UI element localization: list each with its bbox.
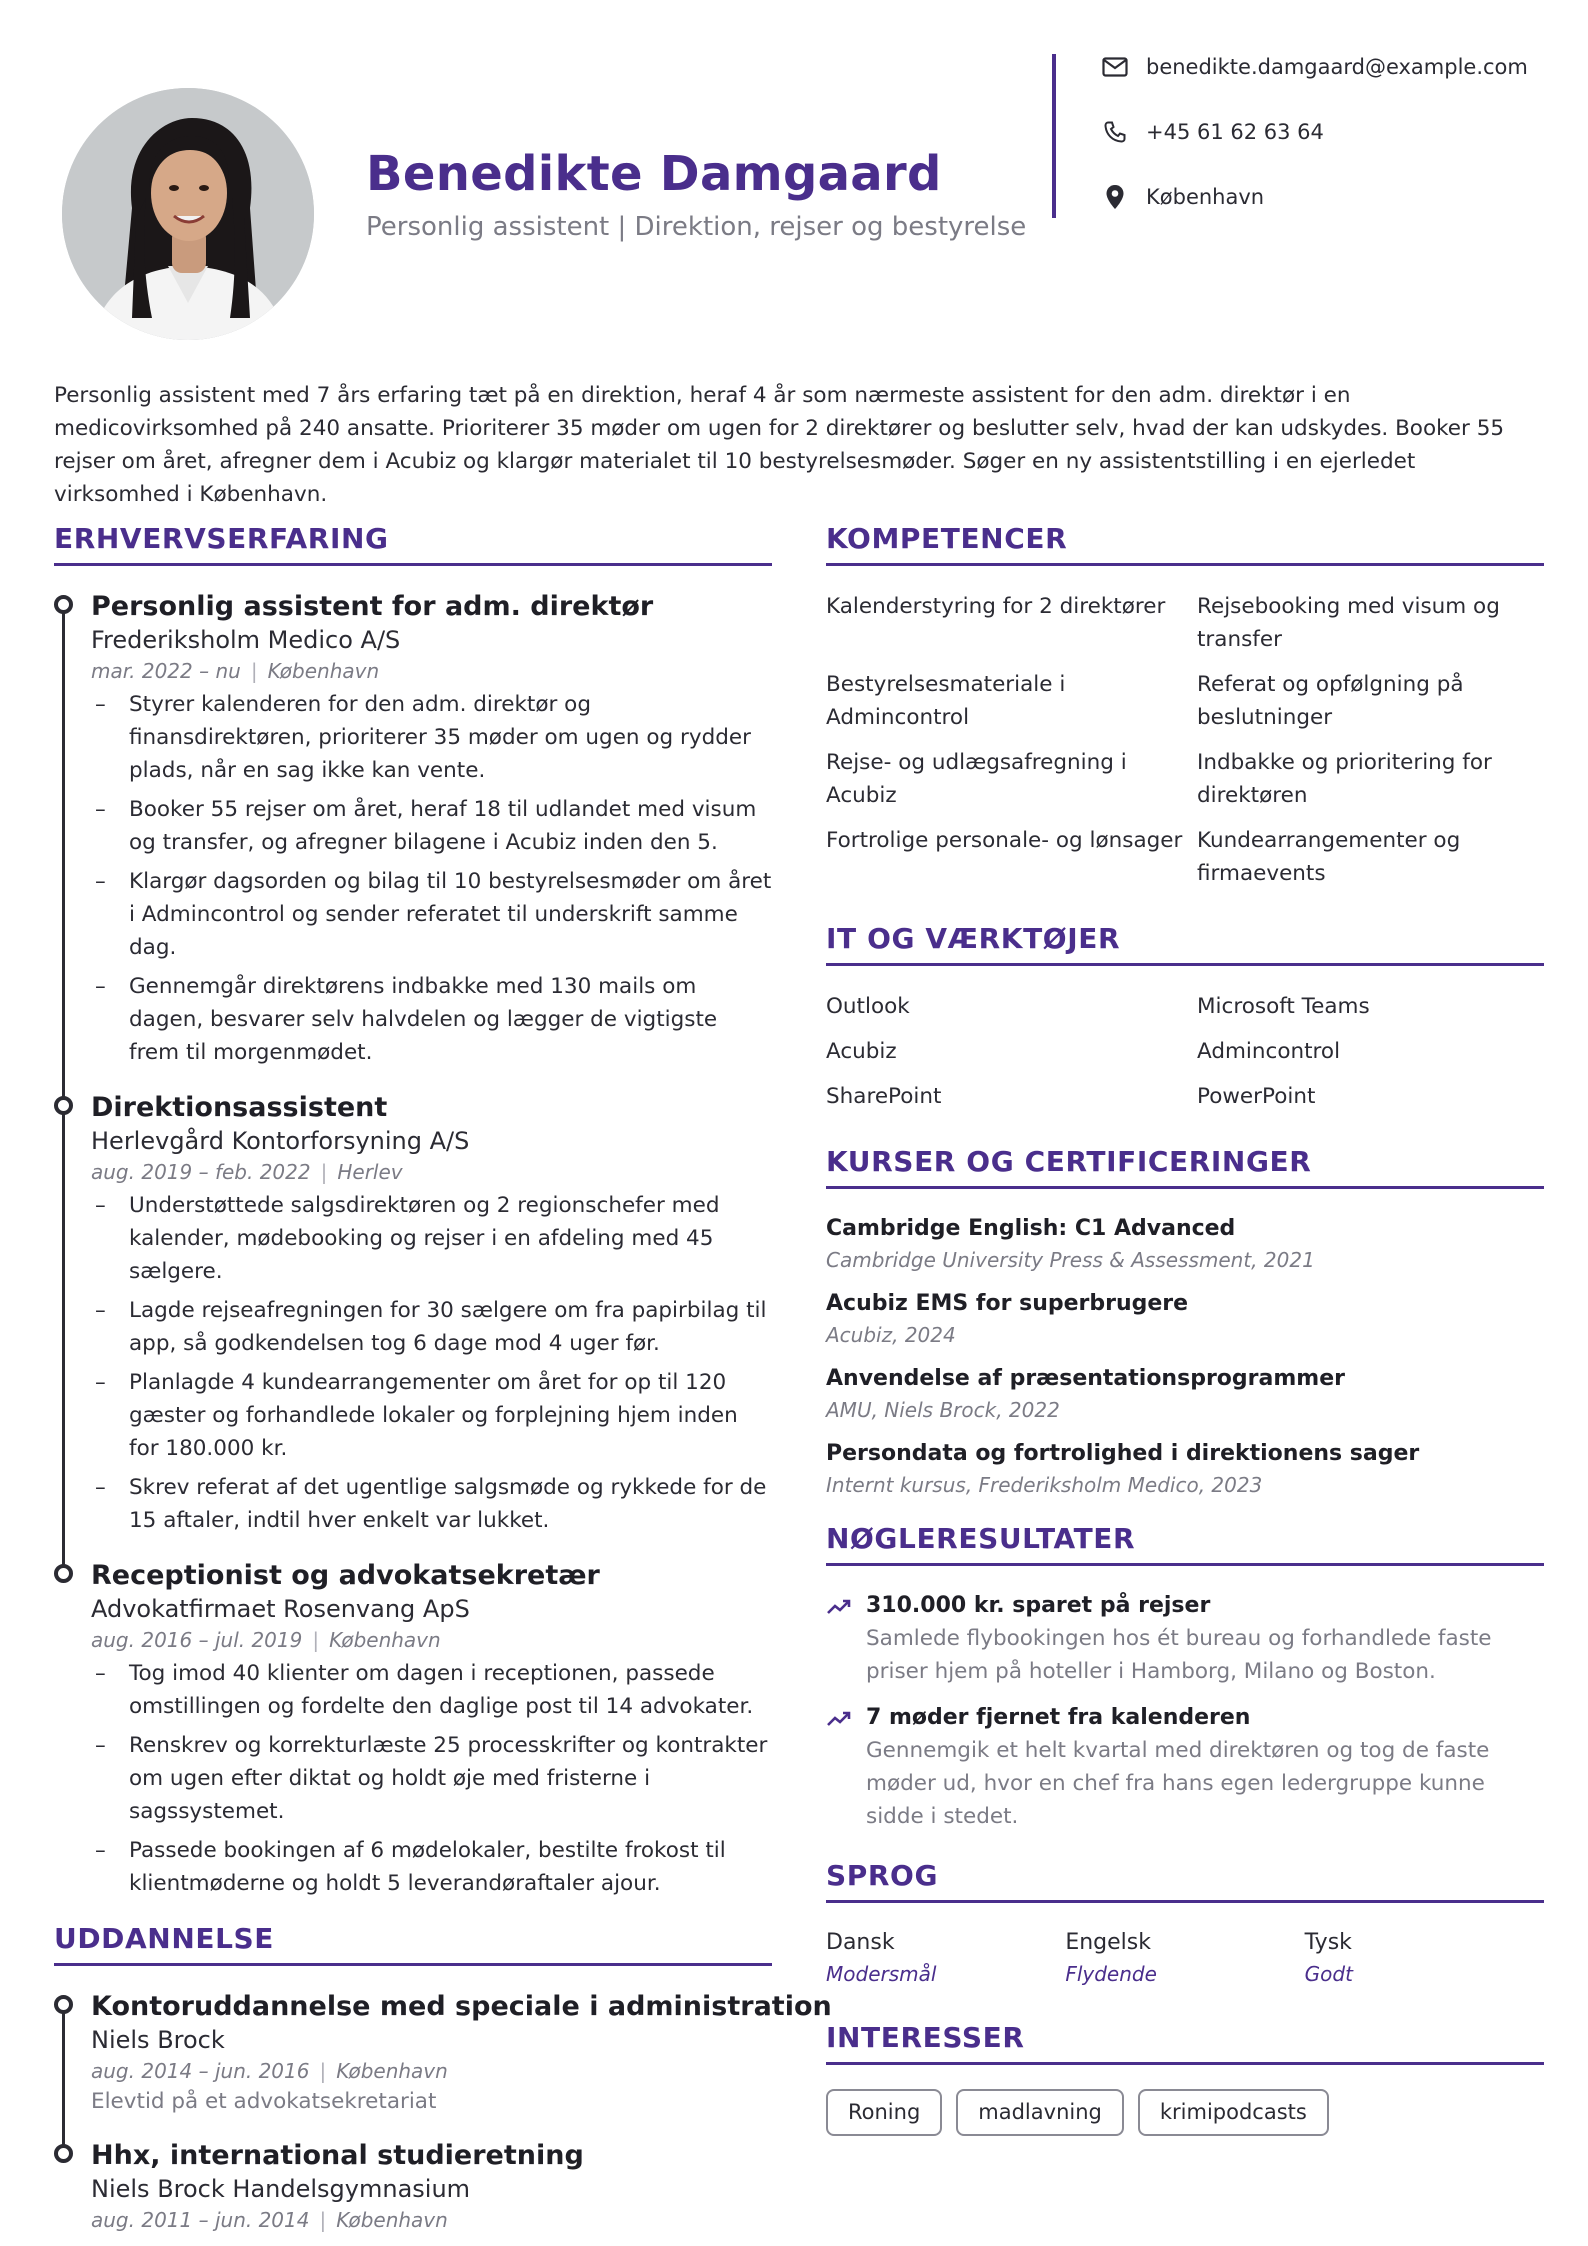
job-bullets bbox=[91, 688, 772, 1069]
result-item bbox=[826, 1590, 1544, 1688]
experience-timeline bbox=[54, 590, 772, 1900]
location-pin-icon bbox=[1100, 182, 1130, 212]
bullet-item: – Booker 55 rejser om året, heraf 18 til udlandet med visum og transfer, og afregner bilagene i Acubiz inden den 5. bbox=[91, 793, 772, 859]
bullet-item: – Styrer kalenderen for den adm. direktør og finansdirektøren, prioriterer 35 møder om ugen og rydder plads, når en sag ikke kan vente. bbox=[91, 688, 772, 787]
section-title-education: UDDANNELSE bbox=[54, 1922, 772, 1966]
course-item bbox=[826, 1288, 1544, 1350]
job-company: Advokatfirmaet Rosenvang ApS bbox=[91, 1595, 470, 1623]
meta-separator: | bbox=[250, 659, 258, 683]
education-school: Niels Brock Handelsgymnasium bbox=[91, 2175, 471, 2203]
course-name: Cambridge English: C1 Advanced bbox=[826, 1216, 1236, 1241]
skill-item: Rejsebooking med visum og transfer bbox=[1197, 594, 1500, 652]
bullet-item: – Understøttede salgsdirektøren og 2 regionschefer med kalender, mødebooking og rejser i en afdeling med 45 sælgere. bbox=[91, 1189, 772, 1288]
course-org: Internt kursus, Frederiksholm Medico, 2023 bbox=[826, 1473, 1263, 1497]
result-title: 310.000 kr. sparet på rejser bbox=[866, 1593, 1211, 1618]
course-name: Persondata og fortrolighed i direktionens sager bbox=[826, 1441, 1420, 1466]
language-level: Modersmål bbox=[826, 1962, 937, 1986]
result-text: Samlede flybookingen hos ét bureau og forhandlede faste priser hjem på hoteller i Hamborg, Milano og Boston. bbox=[866, 1626, 1492, 1684]
timeline-dot bbox=[54, 595, 73, 614]
profile-photo bbox=[62, 88, 314, 340]
skill-item: Bestyrelsesmateriale i Admincontrol bbox=[826, 672, 1066, 730]
tools-grid bbox=[826, 990, 1544, 1113]
candidate-headline: Personlig assistent | Direktion, rejser og bestyrelse bbox=[366, 212, 1027, 242]
trend-up-icon bbox=[826, 1709, 852, 1729]
skill-item: Indbakke og prioritering for direktøren bbox=[1197, 750, 1492, 808]
bullet-item: – Tog imod 40 klienter om dagen i receptionen, passede omstillingen og fordelte den daglige post til 14 advokater. bbox=[91, 1657, 772, 1723]
skill-item: Kalenderstyring for 2 direktører bbox=[826, 594, 1166, 619]
job-title: Receptionist og advokatsekretær bbox=[91, 1560, 600, 1591]
job-meta bbox=[91, 1625, 772, 1655]
education-location: København bbox=[336, 2059, 448, 2083]
job-bullets bbox=[91, 1657, 772, 1900]
skill-item: Fortrolige personale- og lønsager bbox=[826, 828, 1183, 853]
bullet-item: – Skrev referat af det ugentlige salgsmøde og rykkede for de 15 aftaler, indtil hver enkelt var lukket. bbox=[91, 1471, 772, 1537]
section-title-results: NØGLERESULTATER bbox=[826, 1522, 1544, 1566]
job-period: aug. 2016 – jul. 2019 bbox=[91, 1628, 303, 1652]
course-org: Cambridge University Press & Assessment, 2021 bbox=[826, 1248, 1315, 1272]
mail-icon bbox=[1100, 52, 1130, 82]
job-bullets bbox=[91, 1189, 772, 1537]
job-location: København bbox=[267, 659, 380, 683]
tool-item: PowerPoint bbox=[1197, 1084, 1316, 1109]
education-school: Niels Brock bbox=[91, 2026, 225, 2054]
job-period: mar. 2022 – nu bbox=[91, 659, 241, 683]
job-meta bbox=[91, 1157, 772, 1187]
language-name: Dansk bbox=[826, 1930, 895, 1955]
bullet-item: – Gennemgår direktørens indbakke med 130 mails om dagen, besvarer selv halvdelen og lægger de vigtigste frem til morgenmødet. bbox=[91, 970, 772, 1069]
course-org: Acubiz, 2024 bbox=[826, 1323, 956, 1347]
tool-item: Microsoft Teams bbox=[1197, 994, 1370, 1019]
course-name: Anvendelse af præsentationsprogrammer bbox=[826, 1366, 1345, 1391]
skills-grid bbox=[826, 590, 1544, 890]
bullet-item: – Klargør dagsorden og bilag til 10 bestyrelsesmøder om året i Admincontrol og sender referatet til underskrift samme dag. bbox=[91, 865, 772, 964]
course-item bbox=[826, 1213, 1544, 1275]
interest-tag: Roning bbox=[826, 2089, 942, 2136]
education-period: aug. 2011 – jun. 2014 bbox=[91, 2208, 310, 2232]
result-item bbox=[826, 1702, 1544, 1833]
profile-summary: Personlig assistent med 7 års erfaring tæt på en direktion, heraf 4 år som nærmeste assistent for den adm. direktør i en medicovirksomhed på 240 ansatte. Prioriterer 35 møder om ugen for 2 direktører og beslutter selv, hvad der kan udskydes. Booker 55 rejser om året, afregner dem i Acubiz og klargør materialet til 10 bestyrelsesmøder. Søger en ny assistentstilling i en ejerledet virksomhed i København. bbox=[54, 383, 1505, 507]
result-text: Gennemgik et helt kvartal med direktøren og tog de faste møder ud, hvor en chef fra hans egen ledergruppe kunne sidde i stedet. bbox=[866, 1738, 1490, 1829]
candidate-name: Benedikte Damgaard bbox=[366, 146, 942, 202]
meta-separator: | bbox=[319, 2208, 327, 2232]
tool-item: Admincontrol bbox=[1197, 1039, 1341, 1064]
language-name: Engelsk bbox=[1065, 1930, 1151, 1955]
meta-separator: | bbox=[320, 1160, 328, 1184]
education-period: aug. 2014 – jun. 2016 bbox=[91, 2059, 310, 2083]
job-company: Herlevgård Kontorforsyning A/S bbox=[91, 1127, 470, 1155]
education-location: København bbox=[336, 2208, 448, 2232]
education-entry bbox=[54, 1990, 832, 2117]
education-timeline bbox=[54, 1990, 832, 2235]
course-item bbox=[826, 1438, 1544, 1500]
section-title-skills: KOMPETENCER bbox=[826, 522, 1544, 566]
result-title: 7 møder fjernet fra kalenderen bbox=[866, 1705, 1251, 1730]
contact-email[interactable] bbox=[1100, 52, 1528, 82]
job-location: København bbox=[329, 1628, 441, 1652]
bullet-item: – Lagde rejseafregningen for 30 sælgere om fra papirbilag til app, så godkendelsen tog 6 dage mod 4 uger før. bbox=[91, 1294, 772, 1360]
job-title: Personlig assistent for adm. direktør bbox=[91, 591, 654, 622]
tool-item: Outlook bbox=[826, 994, 910, 1019]
section-title-tools: IT OG VÆRKTØJER bbox=[826, 922, 1544, 966]
education-meta bbox=[91, 2205, 772, 2235]
meta-separator: | bbox=[319, 2059, 327, 2083]
phone-text: +45 61 62 63 64 bbox=[1146, 120, 1324, 144]
interests-tags bbox=[826, 2089, 1544, 2136]
language-item bbox=[1065, 1927, 1304, 1989]
language-item bbox=[1305, 1927, 1544, 1989]
interest-tag: krimipodcasts bbox=[1138, 2089, 1329, 2136]
education-title: Kontoruddannelse med speciale i administration bbox=[91, 1991, 832, 2022]
job-entry bbox=[54, 1559, 772, 1900]
courses-list bbox=[826, 1213, 1544, 1500]
job-period: aug. 2019 – feb. 2022 bbox=[91, 1160, 311, 1184]
bullet-item: – Renskrev og korrekturlæste 25 processkrifter og kontrakter om ugen efter diktat og holdt øje med fristerne i sagssystemet. bbox=[91, 1729, 772, 1828]
language-item bbox=[826, 1927, 1065, 1989]
job-entry bbox=[54, 1091, 772, 1537]
section-title-courses: KURSER OG CERTIFICERINGER bbox=[826, 1145, 1544, 1189]
bullet-item: – Passede bookingen af 6 mødelokaler, bestilte frokost til klientmøderne og holdt 5 leverandøraftaler ajour. bbox=[91, 1834, 772, 1900]
interest-tag: madlavning bbox=[956, 2089, 1124, 2136]
course-name: Acubiz EMS for superbrugere bbox=[826, 1291, 1189, 1316]
education-entry bbox=[54, 2139, 772, 2235]
location-text: København bbox=[1146, 185, 1265, 209]
education-title: Hhx, international studieretning bbox=[91, 2140, 584, 2171]
education-note: Elevtid på et advokatsekretariat bbox=[91, 2089, 437, 2114]
contact-info bbox=[1100, 52, 1528, 247]
skill-item: Rejse- og udlægsafregning i Acubiz bbox=[826, 750, 1127, 808]
left-column bbox=[54, 522, 832, 2246]
job-title: Direktionsassistent bbox=[91, 1092, 388, 1123]
job-entry bbox=[54, 590, 772, 1069]
job-company: Frederiksholm Medico A/S bbox=[91, 626, 401, 654]
contact-divider bbox=[1052, 54, 1056, 218]
language-level: Godt bbox=[1304, 1962, 1353, 1986]
phone-icon bbox=[1100, 117, 1130, 147]
contact-location bbox=[1100, 182, 1528, 212]
results-list bbox=[826, 1590, 1544, 1833]
section-title-languages: SPROG bbox=[826, 1859, 1544, 1903]
course-org: AMU, Niels Brock, 2022 bbox=[826, 1398, 1060, 1422]
trend-up-icon bbox=[826, 1597, 852, 1617]
education-meta bbox=[91, 2056, 772, 2086]
skill-item: Kundearrangementer og firmaevents bbox=[1197, 828, 1461, 886]
tool-item: SharePoint bbox=[826, 1084, 942, 1109]
skill-item: Referat og opfølgning på beslutninger bbox=[1197, 672, 1464, 730]
portrait-photo-icon bbox=[62, 88, 314, 340]
language-level: Flydende bbox=[1065, 1962, 1157, 1986]
timeline-dot bbox=[54, 1096, 73, 1115]
languages-list bbox=[826, 1927, 1544, 1989]
timeline-dot bbox=[54, 1564, 73, 1583]
email-text: benedikte.damgaard@example.com bbox=[1146, 55, 1528, 79]
course-item bbox=[826, 1363, 1544, 1425]
bullet-item: – Planlagde 4 kundearrangementer om året for op til 120 gæster og forhandlede lokaler og forplejning hjem inden for 180.000 kr. bbox=[91, 1366, 772, 1465]
contact-phone[interactable] bbox=[1100, 117, 1528, 147]
timeline-dot bbox=[54, 1995, 73, 2014]
job-meta bbox=[91, 656, 772, 686]
job-location: Herlev bbox=[337, 1160, 403, 1184]
tool-item: Acubiz bbox=[826, 1039, 897, 1064]
language-name: Tysk bbox=[1304, 1930, 1352, 1955]
section-title-experience: ERHVERVSERFARING bbox=[54, 522, 772, 566]
right-column bbox=[826, 522, 1544, 2136]
section-title-interests: INTERESSER bbox=[826, 2021, 1544, 2065]
timeline-dot bbox=[54, 2144, 73, 2163]
meta-separator: | bbox=[312, 1628, 320, 1652]
